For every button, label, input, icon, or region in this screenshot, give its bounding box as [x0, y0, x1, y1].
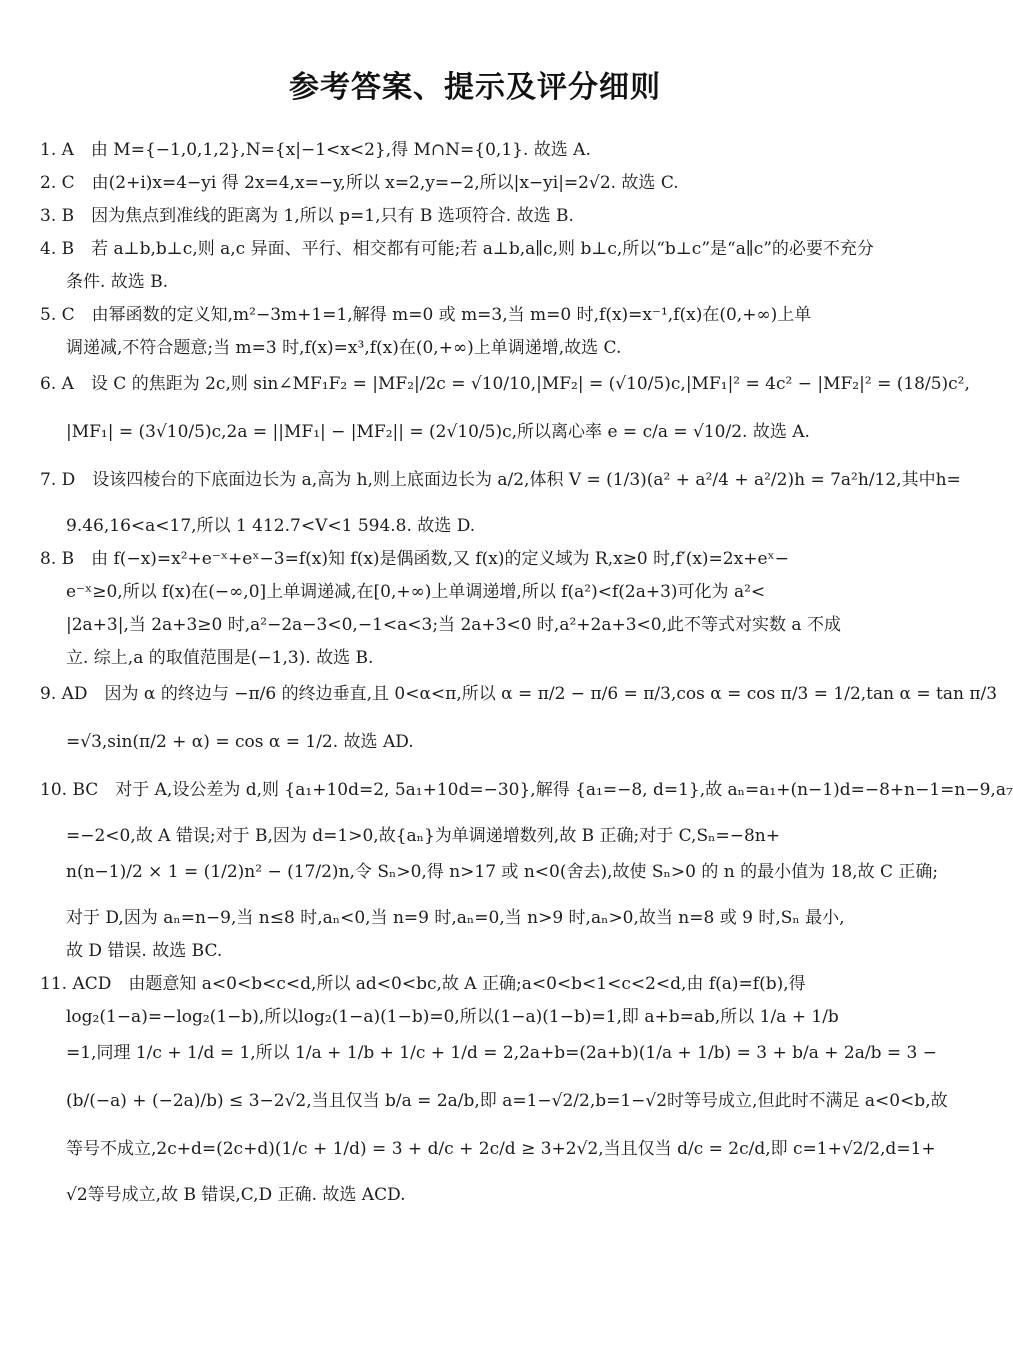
answer-line: 9.46,16<a<17,所以 1 412.7<V<1 594.8. 故选 D. [66, 516, 476, 536]
answer-item-9 [40, 680, 998, 756]
answer-line: |MF₁| = (3√10/5)c,2a = ||MF₁| − |MF₂|| = (2√10/5)c,所以离心率 e = c/a = √10/2. 故选 A. [66, 422, 810, 442]
answer-line: 4. B 若 a⊥b,b⊥c,则 a,c 异面、平行、相交都有可能;若 a⊥b,a∥c,则 b⊥c,所以“b⊥c”是“a∥c”的必要不充分 [40, 239, 874, 259]
answer-item-6 [40, 370, 970, 446]
answer-line: 1. A 由 M={−1,0,1,2},N={x|−1<x<2},得 M∩N={0,1}. 故选 A. [40, 140, 591, 160]
answer-line: 2. C 由(2+i)x=4−yi 得 2x=4,x=−y,所以 x=2,y=−2,所以|x−yi|=2√2. 故选 C. [40, 173, 679, 193]
answer-item-10 [40, 776, 1013, 963]
answer-line: n(n−1)/2 × 1 = (1/2)n² − (17/2)n,令 Sₙ>0,得 n>17 或 n<0(舍去),故使 Sₙ>0 的 n 的最小值为 18,故 C 正确; [66, 862, 939, 882]
answer-line: (b/(−a) + (−2a)/b) ≤ 3−2√2,当且仅当 b/a = 2a/b,即 a=1−√2/2,b=1−√2时等号成立,但此时不满足 a<0<b,故 [66, 1091, 948, 1111]
answer-item-7 [40, 466, 961, 538]
answer-item-8 [40, 547, 912, 670]
answer-line: 等号不成立,2c+d=(2c+d)(1/c + 1/d) = 3 + d/c + 2c/d ≥ 3+2√2,当且仅当 d/c = 2c/d,即 c=1+√2/2,d=1+ [66, 1139, 936, 1159]
answer-item-2 [40, 171, 912, 195]
answer-line: 条件. 故选 B. [66, 272, 169, 292]
answer-line: 9. AD 因为 α 的终边与 −π/6 的终边垂直,且 0<α<π,所以 α = π/2 − π/6 = π/3,cos α = cos π/3 = 1/2,tan α = tan π/3 [40, 684, 998, 704]
answer-line: =√3,sin(π/2 + α) = cos α = 1/2. 故选 AD. [66, 732, 414, 752]
page-title: 参考答案、提示及评分细则 [289, 70, 661, 105]
answer-line: =−2<0,故 A 错误;对于 B,因为 d=1>0,故{aₙ}为单调递增数列,故 B 正确;对于 C,Sₙ=−8n+ [66, 826, 780, 846]
answer-line: 10. BC 对于 A,设公差为 d,则 {a₁+10d=2, 5a₁+10d=−30},解得 {a₁=−8, d=1},故 aₙ=a₁+(n−1)d=−8+n−1=n−9,a₇ [40, 780, 1013, 800]
answer-line: 对于 D,因为 aₙ=n−9,当 n≤8 时,aₙ<0,当 n=9 时,aₙ=0,当 n>9 时,aₙ>0,故当 n=8 或 9 时,Sₙ 最小, [66, 908, 845, 928]
answer-line: 立. 综上,a 的取值范围是(−1,3). 故选 B. [66, 648, 374, 668]
answer-line: |2a+3|,当 2a+3≥0 时,a²−2a−3<0,−1<a<3;当 2a+3<0 时,a²+2a+3<0,此不等式对实数 a 不成 [66, 615, 841, 635]
answer-line: =1,同理 1/c + 1/d = 1,所以 1/a + 1/b + 1/c + 1/d = 2,2a+b=(2a+b)(1/a + 1/b) = 3 + b/a + 2a/b = 3 − [66, 1043, 937, 1063]
answer-item-11 [40, 972, 948, 1205]
answer-line-truncated: √2等号成立,故 B 错误,C,D 正确. 故选 ACD. [66, 1185, 406, 1205]
answer-line: log₂(1−a)=−log₂(1−b),所以log₂(1−a)(1−b)=0,所以(1−a)(1−b)=1,即 a+b=ab,所以 1/a + 1/b [66, 1007, 839, 1027]
answer-item-3 [40, 204, 912, 228]
answer-item-5 [40, 303, 912, 360]
answer-item-4 [40, 237, 912, 294]
answer-item-1 [40, 138, 912, 162]
answer-line: 3. B 因为焦点到准线的距离为 1,所以 p=1,只有 B 选项符合. 故选 B. [40, 206, 574, 226]
answer-line: 调递减,不符合题意;当 m=3 时,f(x)=x³,f(x)在(0,+∞)上单调递增,故选 C. [66, 338, 622, 358]
answer-line: 故 D 错误. 故选 BC. [66, 941, 223, 961]
answer-line: 11. ACD 由题意知 a<0<b<c<d,所以 ad<0<bc,故 A 正确;a<0<b<1<c<2<d,由 f(a)=f(b),得 [40, 974, 806, 994]
answer-line: 5. C 由幂函数的定义知,m²−3m+1=1,解得 m=0 或 m=3,当 m=0 时,f(x)=x⁻¹,f(x)在(0,+∞)上单 [40, 305, 812, 325]
answer-line: e⁻ˣ≥0,所以 f(x)在(−∞,0]上单调递减,在[0,+∞)上单调递增,所以 f(a²)<f(2a+3)可化为 a²< [66, 582, 766, 602]
answer-line: 6. A 设 C 的焦距为 2c,则 sin∠MF₁F₂ = |MF₂|/2c = √10/10,|MF₂| = (√10/5)c,|MF₁|² = 4c² − |MF₂|² = (18/5)c², [40, 374, 970, 394]
answer-line: 7. D 设该四棱台的下底面边长为 a,高为 h,则上底面边长为 a/2,体积 V = (1/3)(a² + a²/4 + a²/2)h = 7a²h/12,其中h= [40, 470, 961, 490]
answer-list [40, 138, 1013, 1205]
answer-line: 8. B 由 f(−x)=x²+e⁻ˣ+eˣ−3=f(x)知 f(x)是偶函数,又 f(x)的定义域为 R,x≥0 时,f′(x)=2x+eˣ− [40, 549, 789, 569]
